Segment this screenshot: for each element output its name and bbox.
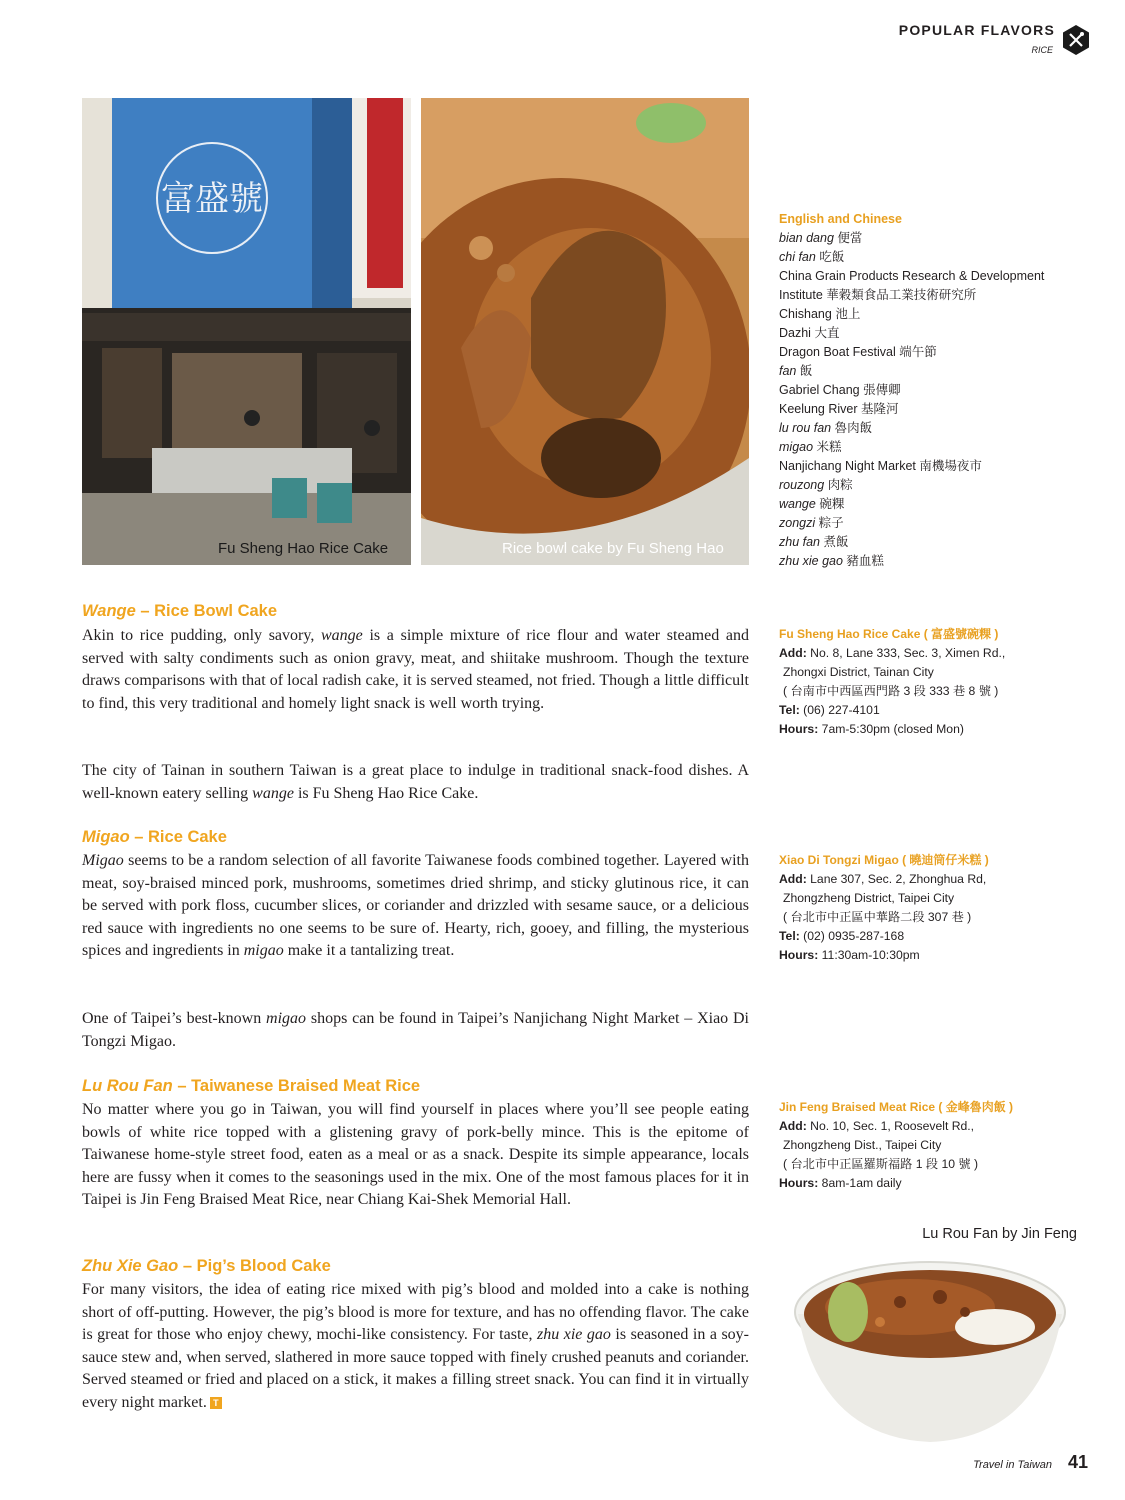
xiaodi-info: Xiao Di Tongzi Migao ( 曉迪筒仔米糕 ) Add: Lane 307, Sec. 2, Zhonghua Rd, Zhongzheng District, Taipei City ( 台北市中正區中華路二段 307 巷 ) Tel: (02) 0935-287-168 Hours: 11:30am-10:30pm — [779, 851, 1079, 965]
zhuxie-paragraph: For many visitors, the idea of eating rice mixed with pig’s blood and molded into a cake is nothing short of off-putting. However, the pig’s blood is more for texture, and has no offending flavor. The cake is great for those who enjoy chewy, mochi-like consistency. For taste, zhu xie gao is seasoned in a soy-sauce stew and, when served, slathered in more sauce topped with finely crushed peanuts and coriander. Served steamed or fried and placed on a stick, it makes a filling street snack. You can find it in virtually every night market. T — [82, 1281, 750, 1411]
xiaodi-tel: (02) 0935-287-168 — [799, 929, 905, 943]
migao-paragraph-1: Migao seems to be a random selection of all favorite Taiwanese foods combined together. Layered with meat, soy-braised minced pork, mushrooms, sometimes dried shrimp, and sticky glutinous rice, it can be served with pork floss, cucumber slices, or coriander and drizzled with sesame sauce, or a delicious red sauce with ingredients no one seems to be sure of. Hearty, rich, gooey, and filling, the mysterious spices and ingredients in migao make it a tantalizing treat. — [82, 852, 749, 959]
magazine-name: Travel in Taiwan — [973, 1459, 1052, 1471]
glossary-entry: Dragon Boat Festival 端午節 — [779, 345, 937, 359]
glossary-entry: migao 米糕 — [779, 440, 842, 454]
wange-paragraph-2: The city of Tainan in southern Taiwan is a great place to indulge in traditional snack-food dishes. A well-known eatery selling wange is Fu Sheng Hao Rice Cake. — [82, 762, 749, 802]
glossary-entry: Nanjichang Night Market 南機場夜市 — [779, 459, 982, 473]
section-subtitle: RICE — [1031, 45, 1053, 55]
migao-heading: Migao – Rice Cake — [82, 828, 227, 846]
glossary-entry: rouzong 肉粽 — [779, 478, 853, 492]
rice-bowl-photo — [421, 98, 749, 565]
glossary-entry: Institute 華穀類食品工業技術研究所 — [779, 288, 977, 302]
glossary-entry: bian dang 便當 — [779, 231, 863, 245]
lurou-heading: Lu Rou Fan – Taiwanese Braised Meat Rice — [82, 1077, 421, 1095]
jinfeng-hours: 8am-1am daily — [818, 1176, 902, 1190]
glossary-entry: Gabriel Chang 張傳卿 — [779, 383, 901, 397]
fusheng-info: Fu Sheng Hao Rice Cake ( 富盛號碗粿 ) Add: No. 8, Lane 333, Sec. 3, Ximen Rd., Zhongxi District, Tainan City ( 台南市中西區西門路 3 段 333 巷 8 號 ) Tel: (06) 227-4101 Hours: 7am-5:30pm (closed Mon) — [779, 625, 1079, 739]
shop-photo — [82, 98, 411, 565]
glossary-entry: chi fan 吃飯 — [779, 250, 845, 264]
shop-sign-text: 富盛號 — [161, 179, 263, 219]
glossary-entry: lu rou fan 魯肉飯 — [779, 421, 873, 435]
lurou-photo-caption: Lu Rou Fan by Jin Feng — [922, 1226, 1077, 1242]
lurou-photo — [790, 1252, 1080, 1447]
jinfeng-name: Jin Feng Braised Meat Rice ( 金峰魯肉飯 ) — [779, 1100, 1014, 1114]
glossary-entry: China Grain Products Research & Development — [779, 269, 1045, 283]
glossary-entry: Keelung River 基隆河 — [779, 402, 899, 416]
glossary — [779, 210, 1099, 571]
fork-knife-icon — [1061, 24, 1091, 56]
wange-heading: Wange – Rice Bowl Cake — [82, 602, 278, 620]
end-mark-icon: T — [210, 1397, 222, 1409]
wange-paragraph-1: Akin to rice pudding, only savory, wange is a simple mixture of rice flour and water steamed and served with salty condiments such as onion gravy, meat, and shiitake mushroom. Though the texture draws comparisons with that of local radish cake, it is served steamed, not fried. Though a little difficult to find, this very traditional and homely light snack is well worth trying. — [82, 627, 749, 712]
fusheng-tel: (06) 227-4101 — [799, 703, 880, 717]
glossary-entry: zhu xie gao 豬血糕 — [779, 554, 884, 568]
glossary-list — [779, 229, 1099, 571]
glossary-entry: Chishang 池上 — [779, 307, 861, 321]
xiaodi-hours: 11:30am-10:30pm — [818, 948, 920, 962]
bowl-photo-caption: Rice bowl cake by Fu Sheng Hao — [502, 540, 724, 557]
page-number: 41 — [1067, 1452, 1088, 1472]
shop-photo-caption: Fu Sheng Hao Rice Cake — [218, 540, 389, 557]
migao-paragraph-2: One of Taipei’s best-known migao shops can be found in Taipei’s Nanjichang Night Market – Xiao Di Tongzi Migao. — [82, 1010, 749, 1050]
lurou-paragraph: No matter where you go in Taiwan, you will find yourself in places where you’ll see people eating bowls of white rice topped with a glistening gravy of pork-belly mince. This is the epitome of Taiwanese home-style street food, eaten as a meal or as a snack. Despite its simple appearance, locals here are fussy when it comes to the seasonings used in the mix. One of the most famous places for it in Taipei is Jin Feng Braised Meat Rice, near Chiang Kai-Shek Memorial Hall. — [82, 1101, 749, 1208]
fusheng-name: Fu Sheng Hao Rice Cake ( 富盛號碗粿 ) — [779, 627, 999, 641]
glossary-entry: fan 飯 — [779, 364, 813, 378]
fusheng-hours: 7am-5:30pm (closed Mon) — [818, 722, 964, 736]
glossary-entry: zongzi 粽子 — [779, 516, 844, 530]
xiaodi-name: Xiao Di Tongzi Migao ( 曉迪筒仔米糕 ) — [779, 853, 989, 867]
section-title: POPULAR FLAVORS — [898, 22, 1055, 38]
zhuxie-heading: Zhu Xie Gao – Pig’s Blood Cake — [82, 1257, 331, 1275]
jinfeng-info: Jin Feng Braised Meat Rice ( 金峰魯肉飯 ) Add: No. 10, Sec. 1, Roosevelt Rd., Zhongzheng Dist., Taipei City ( 台北市中正區羅斯福路 1 段 10 號 ) Hours: 8am-1am daily — [779, 1098, 1079, 1193]
xiaodi-address: Lane 307, Sec. 2, Zhonghua Rd, — [806, 872, 987, 886]
jinfeng-address: No. 10, Sec. 1, Roosevelt Rd., — [806, 1119, 975, 1133]
glossary-entry: Dazhi 大直 — [779, 326, 840, 340]
glossary-entry: zhu fan 煮飯 — [779, 535, 849, 549]
fusheng-address: No. 8, Lane 333, Sec. 3, Ximen Rd., — [806, 646, 1006, 660]
glossary-heading: English and Chinese — [779, 212, 902, 226]
glossary-entry: wange 碗粿 — [779, 497, 845, 511]
